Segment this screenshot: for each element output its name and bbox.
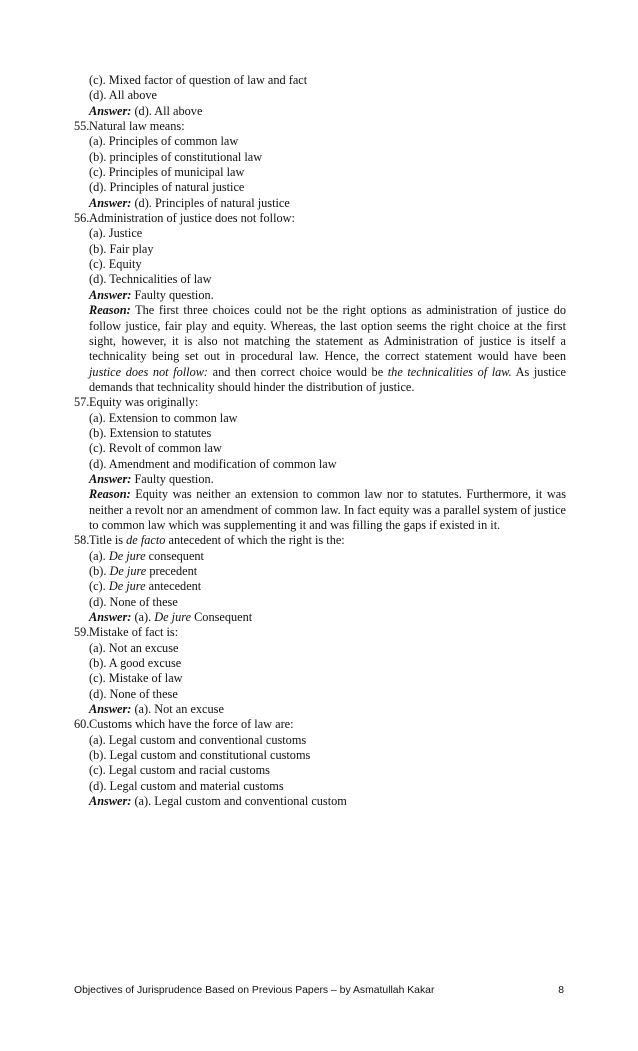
answer-label: Answer: [89, 794, 132, 809]
q59-option-b: (b). A good excuse [89, 656, 182, 671]
answer-text: Faulty question. [134, 287, 214, 302]
q59-question [74, 625, 566, 640]
question-number: 59. [74, 625, 90, 640]
q58-option-d: (d). None of these [89, 594, 178, 609]
q54-option-d: (d). All above [89, 88, 157, 103]
q54-answer [74, 104, 566, 119]
q57-option-b: (b). Extension to statutes [89, 425, 212, 440]
q56-question [74, 211, 566, 226]
q60-answer [74, 794, 566, 809]
option-italic: De jure [108, 548, 146, 563]
q58-option-c [74, 579, 566, 594]
q60-option-a: (a). Legal custom and conventional customs [89, 732, 307, 747]
q59-option-a: (a). Not an excuse [89, 640, 179, 655]
reason-label: Reason: [89, 303, 131, 318]
q58-answer [74, 610, 566, 625]
q60-option-c: (c). Legal custom and racial customs [89, 763, 270, 778]
answer-label: Answer: [89, 195, 132, 210]
q55-option-b: (b). principles of constitutional law [89, 149, 263, 164]
question-text-post: antecedent of which the right is the: [168, 533, 345, 548]
q57-option-c: (c). Revolt of common law [89, 441, 222, 456]
question-text [89, 533, 345, 548]
answer-italic: De jure [154, 610, 192, 625]
question-text: Mistake of fact is: [89, 625, 179, 640]
question-text: Administration of justice does not follow: [89, 211, 295, 226]
page-content [74, 73, 566, 810]
answer-text: (a). Not an excuse [134, 702, 224, 717]
option-prefix: (a). [89, 548, 106, 563]
option-prefix: (b). [89, 564, 107, 578]
question-text-italic: de facto [126, 533, 166, 548]
answer-label: Answer: [89, 610, 132, 625]
answer-label: Answer: [89, 471, 132, 486]
question-text: Customs which have the force of law are: [89, 717, 294, 732]
option-italic: De jure [109, 564, 147, 578]
reason-text-3: As justice demands that technicality should hinder the distribution of justice. [89, 364, 566, 394]
reason-text: Equity was neither an extension to common law nor to statutes. Furthermore, it was neither a revolt nor an amendment of common law. In fact equity was a parallel system of justice to common law which was supplementing it and was filling the gaps if existed in it. [89, 487, 566, 532]
answer-prefix: (a). [134, 610, 152, 625]
q54-option-c: (c). Mixed factor of question of law and fact [89, 73, 308, 87]
reason-italic-1: justice does not follow: [89, 364, 209, 379]
q57-question [74, 395, 566, 410]
answer-label: Answer: [89, 702, 132, 717]
q57-option-d: (d). Amendment and modification of common law [89, 456, 337, 471]
question-text: Natural law means: [89, 119, 185, 134]
q56-reason [74, 303, 566, 395]
q56-answer [74, 288, 566, 303]
q56-option-a: (a). Justice [89, 226, 143, 241]
q58-option-a [74, 549, 566, 564]
page-footer [74, 985, 564, 996]
q55-option-c: (c). Principles of municipal law [89, 165, 245, 180]
question-text: Equity was originally: [89, 395, 199, 410]
option-prefix: (c). [89, 579, 106, 594]
q56-option-c: (c). Equity [89, 257, 142, 272]
q59-option-d: (d). None of these [89, 686, 178, 701]
q56-option-b: (b). Fair play [89, 241, 154, 256]
option-suffix: consequent [148, 548, 204, 563]
option-italic: De jure [108, 579, 146, 594]
question-number: 58. [74, 533, 90, 548]
q58-option-b [74, 564, 566, 579]
q59-answer [74, 702, 566, 717]
question-text-pre: Title is [89, 533, 124, 548]
q59-option-c: (c). Mistake of law [89, 671, 183, 686]
reason-text-2: and then correct choice would be [212, 364, 384, 379]
q60-question [74, 717, 566, 732]
q57-answer [74, 472, 566, 487]
reason-text-1: The first three choices could not be the right options as administration of justice do follow justice, fair play and equity. Whereas, the last option seems the right choice at the first sight, however, it is also not matching the statement as Administration of justice is itself a technicality being set out in procedural law. Hence, the correct statement would have been [89, 303, 566, 364]
option-suffix: precedent [149, 564, 198, 578]
answer-text: (d). Principles of natural justice [134, 195, 290, 210]
answer-label: Answer: [89, 103, 132, 118]
footer-title: Objectives of Jurisprudence Based on Previous Papers – by Asmatullah Kakar [74, 985, 435, 996]
q55-option-d: (d). Principles of natural justice [89, 180, 245, 195]
question-number: 56. [74, 211, 90, 226]
question-number: 57. [74, 395, 90, 410]
option-suffix: antecedent [148, 579, 202, 594]
question-number: 55. [74, 119, 90, 134]
reason-label: Reason: [89, 487, 131, 502]
page-number: 8 [558, 985, 564, 996]
q55-option-a: (a). Principles of common law [89, 134, 239, 149]
q56-option-d: (d). Technicalities of law [89, 272, 212, 287]
q58-question [74, 533, 566, 548]
q60-option-b: (b). Legal custom and constitutional customs [89, 748, 311, 763]
q55-question [74, 119, 566, 134]
q60-option-d: (d). Legal custom and material customs [89, 778, 284, 793]
answer-text: Faulty question. [134, 471, 214, 486]
answer-text: (d). All above [134, 103, 203, 118]
q55-answer [74, 196, 566, 211]
question-number: 60. [74, 717, 90, 732]
q57-option-a: (a). Extension to common law [89, 410, 238, 425]
answer-suffix: Consequent [194, 610, 253, 625]
answer-text: (a). Legal custom and conventional custom [134, 794, 347, 809]
answer-label: Answer: [89, 287, 132, 302]
reason-italic-2: the technicalities of law. [387, 364, 512, 379]
q57-reason [74, 487, 566, 533]
